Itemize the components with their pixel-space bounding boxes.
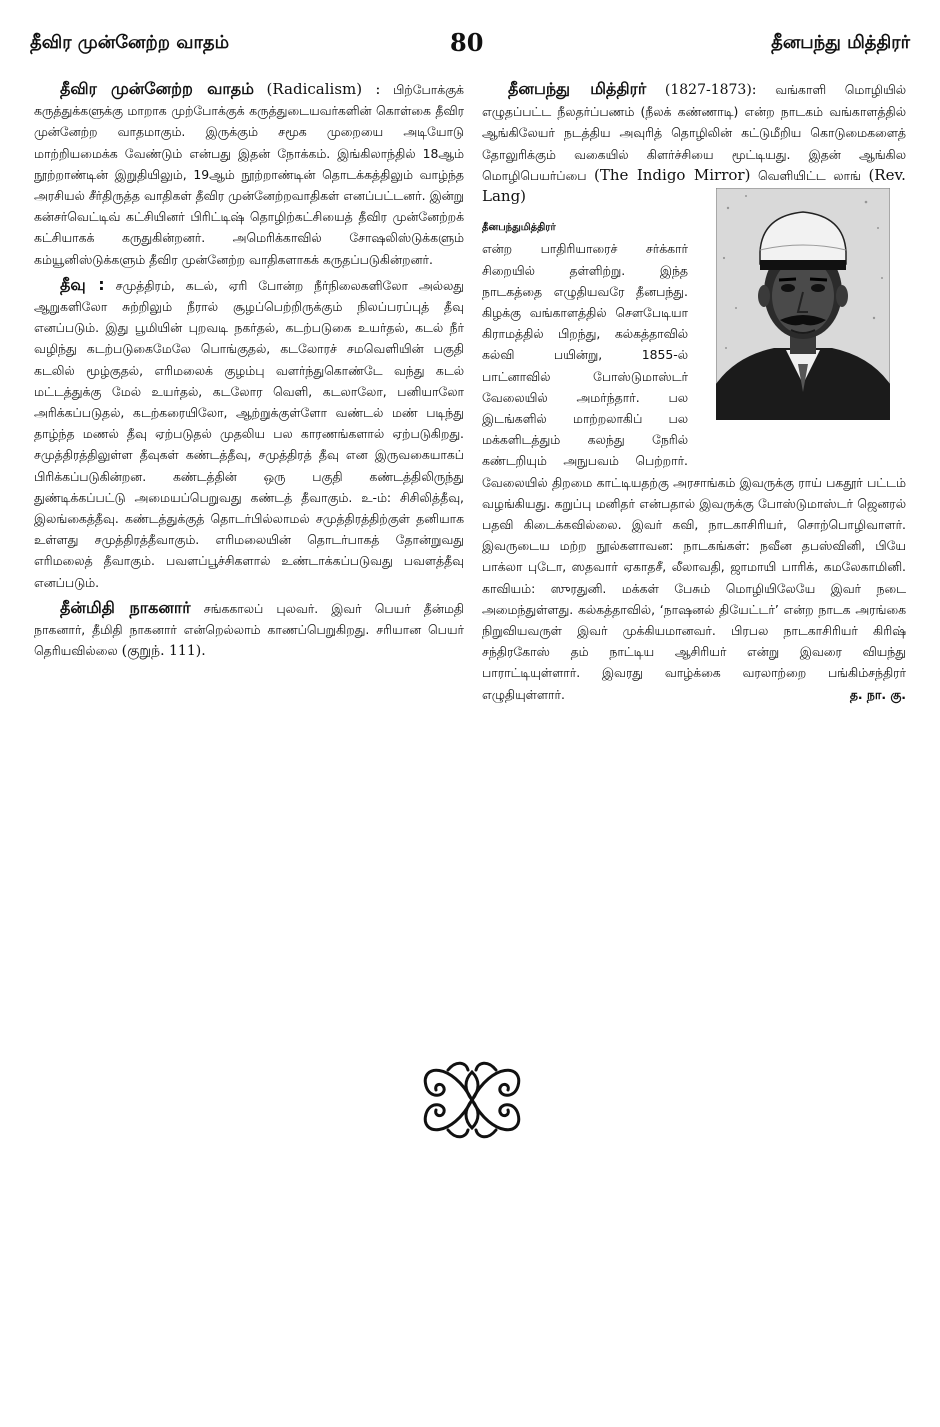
running-head-left: தீவிர முன்னேற்ற வாதம்: [30, 32, 230, 53]
entry-text: வங்காளி மொழியில் எழுதப்பட்ட நீலதர்ப்பணம் (நீலக் கண்ணாடி) என்ற நாடகம் வங்காளத்தில் ஆங்கிலேயர் நடத்திய அவுரித் தொழிலின் கட்டுமீறிய கொடுமைகளைத் தோலுரிக்கும் வகையில் கிளர்ச்சியை மூட்டியது. இதன் ஆங்கில மொழிபெயர்ப்பை: [482, 82, 906, 183]
entry-theenmithi-naganar: [34, 597, 464, 663]
entry-english-term: (Radicalism) :: [266, 80, 381, 98]
portrait-figure: [700, 188, 906, 448]
entry-text: வெளியிட்ட லாங்: [758, 167, 861, 183]
entry-island: [34, 274, 464, 593]
entry-text: சங்ககாலப் புலவர். இவர் பெயர் தீன்மதி நாகனார், தீமிதி நாகனார் என்றெல்லாம் காணப்பெறுகிறது. சரியான பெயர் தெரியவில்லை: [34, 600, 464, 659]
entry-headword: தீன்மிதி நாகனார்: [60, 597, 191, 617]
entry-dinabandhu-mitra: [482, 78, 906, 705]
entry-english-title: (The Indigo Mirror): [594, 165, 751, 184]
floral-ornament-icon: [412, 1052, 532, 1148]
right-column: [482, 78, 906, 709]
entry-headword: தீவிர முன்னேற்ற வாதம்: [60, 79, 255, 98]
author-signature: த. நா. கு.: [849, 686, 906, 702]
portrait-caption: தீனபந்துமித்திரர்: [482, 222, 556, 234]
entry-text: சமுத்திரம், கடல், ஏரி போன்ற நீர்நிலைகளிலோ அல்லது ஆறுகளிலோ சுற்றிலும் நீரால் சூழப்பெற்றிருக்கும் நிலப்பரப்புத் தீவு எனப்படும். இது பூமியின் புறவடி நகர்தல், கடற்படுகை உயர்தல், கடல் நீர் வழிந்து கடற்படுகைமேலே பொங்குதல், கடலோரச் சமவெளியின் பகுதி கடலில் மூழ்குதல், எரிமலைக் குழம்பு வளர்ந்துகொண்டே வந்து கடல் மட்டத்துக்கு மேல் உயர்தல், கடலோர வெளி, கடலாலோ, பனியாலோ அரிக்கப்படுதல், கடற்கரையிலோ, ஆற்றுக்குள்ளோ வண்டல் மண் படிந்து தாழ்ந்த மணல் தீவு ஏற்படுதல் முதலிய பல காரணங்களால் ஏற்படுகிறது. சமுத்திரத்திலுள்ள தீவுகள் கண்டத்தீவு, சமுத்திரத் தீவு என இருவகையாகப் பிரிக்கப்படுகின்றன. கண்டத்தின் ஒரு பகுதி கண்டத்திலிருந்து துண்டிக்கப்பட்டு அமையப்பெறுவது கண்டத் தீவாகும். உ-ம்: சிசிலித்தீவு, இலங்கைத்தீவு. கண்டத்துக்குத் தொடர்பில்லாமல் சமுத்திரத்திற்குள் தனியாக உள்ளது சமுத்திரத்தீவாகும். எரிமலையின் தொடர்பாகத் தோன்றுவது எரிமலைத் தீவாகும். பவளப்பூச்சிகளால் உண்டாக்கப்படுவது பவளத்தீவு எனப்படும்.: [34, 277, 464, 590]
entry-radicalism: [34, 78, 464, 270]
portrait-photo: [716, 188, 890, 420]
entry-text: என்ற பாதிரியாரைச் சர்க்கார் சிறையில் தள்ளிற்று. இந்த நாடகத்தை எழுதியவரே தீனபந்து. கிழக்கு வங்காளத்தில் சௌபேடியா கிராமத்தில் பிறந்து, கல்கத்தாவில் கல்வி பயின்று, 1855-ல் பாட்னாவில் போஸ்டுமாஸ்டர் வேலையில் அமர்ந்தார். பல இடங்களில் மாற்றலாகிப் பல மக்களிடத்தும் கலந்து நேரில் கண்டறியும் அநுபவம் பெற்றார். வேலையில் திறமை காட்டியதற்கு அரசாங்கம் இவருக்கு ராய் பகதூர் பட்டம் வழங்கியது. கறுப்பு மனிதர் என்பதால் இவருக்கு போஸ்டுமாஸ்டர் ஜெனரல் பதவி கிடைக்கவில்லை. இவர் கவி, நாடகாசிரியர், சொற்பொழிவாளர். இவருடைய மற்ற நூல்களாவன: நாடகங்கள்: நவீன தபஸ்வினி, பியே பாக்லா புடோ, ஸதவார் ஏகாதசீ, லீலாவதி, ஜாமாயி பாரிக், கமலேகாமினி. காவியம்: ஸுரதுனி. மக்கள் பேசும் மொழியிலேயே இவர் நடை அமைந்துள்ளது. கல்கத்தாவில், ‘நாஷனல் தியேட்டர்’ என்ற நாடக அரங்கை நிறுவியவருள் இவர் முக்கியமானவர். பிரபல நாடகாசிரியர் கிரிஷ் சந்திரகோஸ் தம் நாட்டிய ஆசிரியர் என்று இவரை வியந்து பாராட்டியுள்ளார். இவரது வாழ்க்கை வரலாற்றை பங்கிம்சந்திரர் எழுதியுள்ளார்.: [482, 241, 906, 702]
left-column: [34, 78, 464, 666]
entry-headword: தீவு :: [60, 274, 105, 294]
entry-reference: (குறுந். 111).: [121, 643, 206, 660]
running-head-right: தீனபந்து மித்திரர்: [771, 32, 910, 53]
entry-english-name: (Rev. Lang): [482, 165, 906, 206]
entry-dates: (1827-1873):: [664, 82, 757, 98]
running-head: [30, 30, 910, 66]
page-number: 80: [450, 28, 484, 57]
entry-headword: தீனபந்து மித்திரர்: [508, 79, 647, 98]
entry-text: பிற்போக்குக் கருத்துக்களுக்கு மாறாக முற்போக்குக் கருத்துடையவர்களின் கொள்கை தீவிர முன்னேற்ற வாதமாகும். இருக்கும் சமூக முறையை அடியோடு மாற்றியமைக்க வேண்டும் என்பது இதன் நோக்கம். இங்கிலாந்தில் 18ஆம் நூற்றாண்டின் இறுதியிலும், 19ஆம் நூற்றாண்டின் தொடக்கத்திலும் வாழ்ந்த அரசியல் சீர்திருத்த வாதிகள் தீவிர முன்னேற்றவாதிகள் எனப்பட்டனர். இன்று கன்சர்வெட்டிவ் கட்சியினர் பிரிட்டிஷ் தொழிற்கட்சியைத் தீவிர முன்னேற்றக் கட்சியாகக் கருதுகின்றனர். அமெரிக்காவில் சோஷலிஸ்டுக்களும் கம்யூனிஸ்டுக்களும் தீவிர முன்னேற்ற வாதிகளாகக் கருதப்படுகின்றனர்.: [34, 82, 464, 267]
